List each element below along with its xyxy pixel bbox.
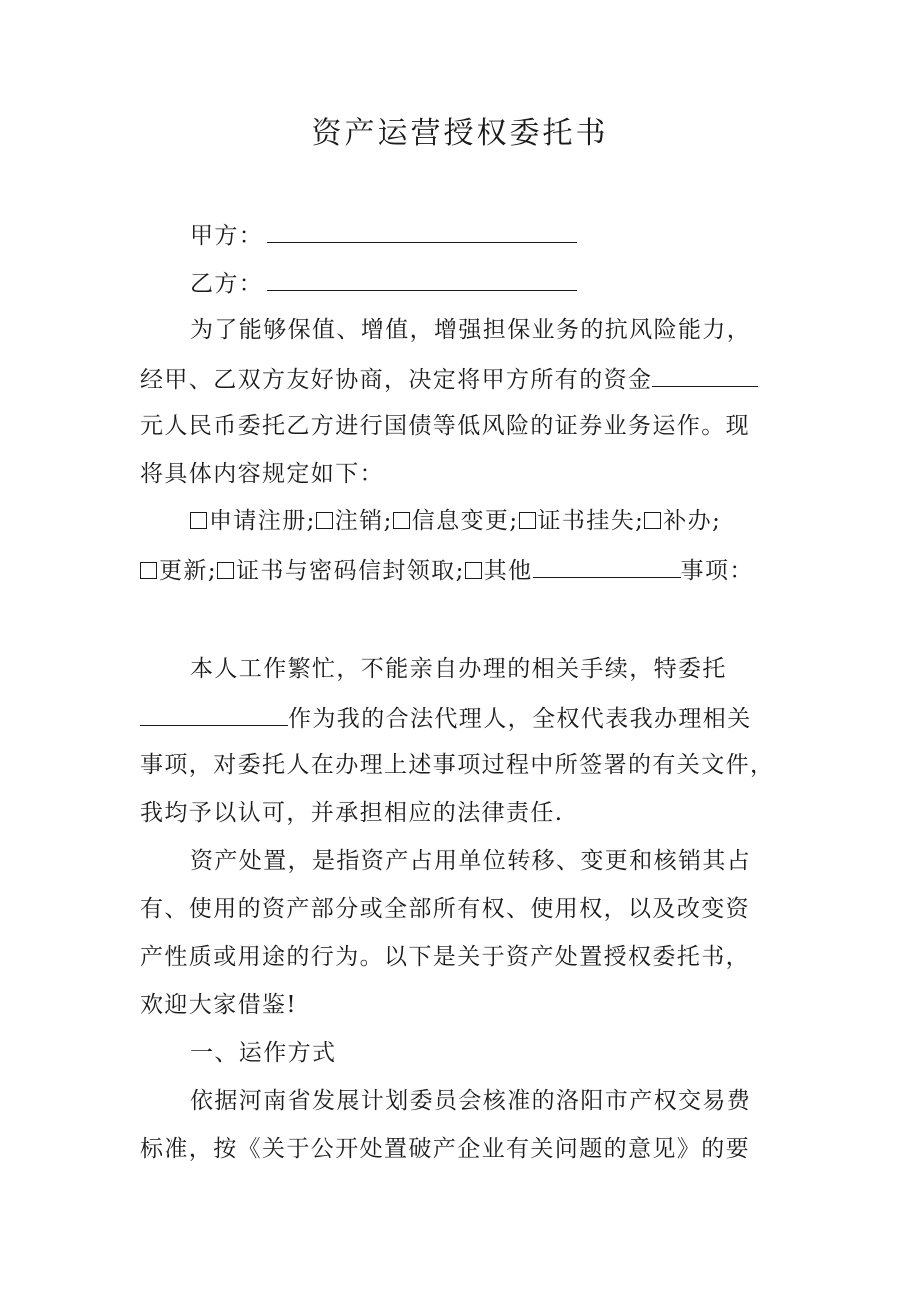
para1-line2 xyxy=(140,360,780,398)
para1-line2-text: 经甲、乙双方友好协商，决定将甲方所有的资金 xyxy=(140,367,653,393)
para3-line4: 欢迎大家借鉴! xyxy=(140,992,298,1018)
amount-blank[interactable] xyxy=(652,360,758,387)
para3-line3: 产性质或用途的行为。以下是关于资产处置授权委托书， xyxy=(140,944,750,970)
checkbox-icon[interactable] xyxy=(316,512,333,529)
option-separator: ; xyxy=(509,508,519,534)
para4-line1: 依据河南省发展计划委员会核准的洛阳市产权交易费 xyxy=(190,1088,752,1114)
party-b-label: 乙方： xyxy=(190,271,264,297)
para1-line1: 为了能够保值、增值，增强担保业务的抗风险能力， xyxy=(190,317,752,343)
para2-line3: 事项，对委托人在办理上述事项过程中所签署的有关文件， xyxy=(140,752,775,778)
options-line1 xyxy=(190,503,780,539)
option-label: 申请注册 xyxy=(209,508,307,534)
option-label: 信息变更 xyxy=(411,508,510,534)
checkbox-icon[interactable] xyxy=(465,562,482,579)
para2-line2 xyxy=(140,699,780,737)
party-b-line xyxy=(190,264,780,302)
option-item xyxy=(519,508,645,534)
para4-line2: 标准，按《关于公开处置破产企业有关问题的意见》的要 xyxy=(140,1136,750,1162)
checkbox-icon[interactable] xyxy=(393,512,410,529)
checkbox-icon[interactable] xyxy=(217,562,234,579)
option-item xyxy=(465,558,533,584)
para2-line1: 本人工作繁忙，不能亲自办理的相关手续，特委托 xyxy=(190,656,727,682)
option-item xyxy=(316,508,393,534)
para1-line4: 将具体内容规定如下： xyxy=(140,461,384,487)
section-heading: 一、运作方式 xyxy=(190,1040,337,1066)
option-label: 更新 xyxy=(159,558,208,584)
agent-name-blank[interactable] xyxy=(140,699,288,726)
option-label: 补办 xyxy=(663,508,713,534)
checkbox-icon[interactable] xyxy=(140,562,157,579)
option-label: 其他 xyxy=(483,558,533,584)
party-a-label: 甲方： xyxy=(190,223,264,249)
option-separator: ; xyxy=(635,508,645,534)
option-separator: ; xyxy=(383,508,393,534)
para3-line2: 有、使用的资产部分或全部所有权、使用权，以及改变资 xyxy=(140,896,750,922)
option-separator: ; xyxy=(306,508,316,534)
option-item xyxy=(140,558,217,584)
other-matter-blank[interactable] xyxy=(533,551,681,578)
checkbox-icon[interactable] xyxy=(519,512,536,529)
para2-line4: 我均予以认可，并承担相应的法律责任. xyxy=(140,800,564,826)
option-separator: ; xyxy=(207,558,217,584)
option-item xyxy=(190,508,316,534)
option-item xyxy=(217,558,465,584)
party-a-blank[interactable] xyxy=(267,216,577,243)
party-b-blank[interactable] xyxy=(267,264,577,291)
option-label: 证书挂失 xyxy=(537,508,636,534)
checkbox-icon[interactable] xyxy=(190,512,207,529)
option-item xyxy=(393,508,519,534)
options-suffix: 事项： xyxy=(680,558,754,584)
checkbox-icon[interactable] xyxy=(644,512,661,529)
document-title: 资产运营授权委托书 xyxy=(311,116,609,151)
options-line2 xyxy=(140,551,780,589)
para2-line2-text: 作为我的合法代理人，全权代表我办理相关 xyxy=(288,706,752,732)
option-item xyxy=(644,508,721,534)
para3-line1: 资产处置，是指资产占用单位转移、变更和核销其占 xyxy=(190,848,752,874)
para1-line3: 元人民币委托乙方进行国债等低风险的证券业务运作。现 xyxy=(140,413,750,439)
option-separator: ; xyxy=(455,558,465,584)
option-label: 注销 xyxy=(334,508,384,534)
party-a-line xyxy=(190,216,780,254)
option-label: 证书与密码信封领取 xyxy=(235,558,456,584)
option-separator: ; xyxy=(712,508,722,534)
